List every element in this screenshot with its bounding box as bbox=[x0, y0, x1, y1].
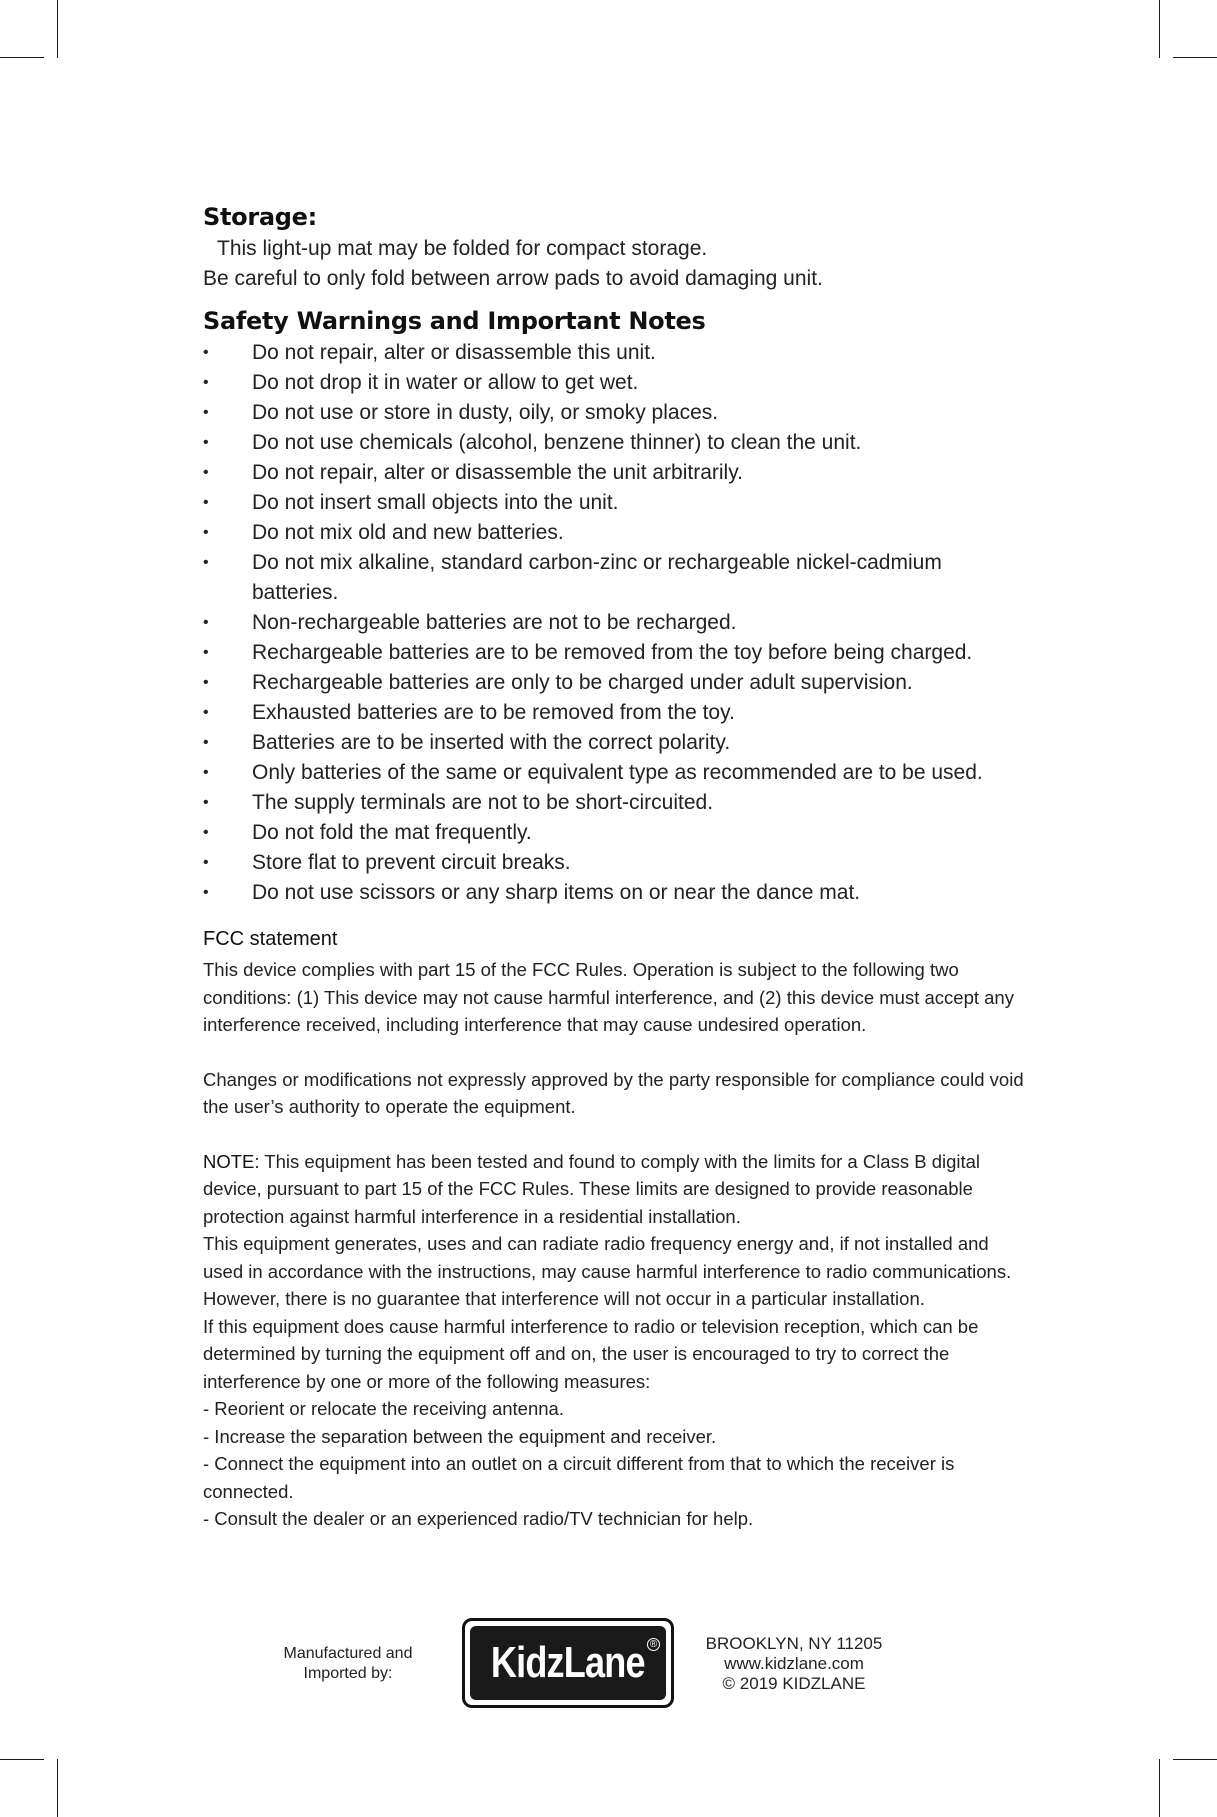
fcc-paragraph-5: If this equipment does cause harmful interference to radio or television reception, which can be determined by turning the equipment off and on, the user is encouraged to try to correct the interference by one or more of the following measures: bbox=[203, 1315, 979, 1392]
safety-list-item bbox=[203, 518, 1033, 548]
crop-mark-top-right-vertical bbox=[1159, 0, 1160, 58]
bullet-icon: • bbox=[203, 704, 209, 721]
bullet-icon: • bbox=[203, 854, 209, 871]
safety-section bbox=[203, 304, 1033, 908]
kidzlane-logo bbox=[462, 1618, 674, 1708]
registered-icon: ® bbox=[647, 1638, 660, 1651]
document-body bbox=[203, 200, 1033, 1533]
note-text: This equipment has been tested and found to comply with the limits for a Class B digital device, pursuant to part 15 of the FCC Rules. These limits are designed to provide reasonable protection against harmful interference in a residential installation. bbox=[203, 1150, 981, 1227]
safety-list-item bbox=[203, 548, 1033, 608]
fcc-measure-item: - Increase the separation between the equipment and receiver. bbox=[203, 1425, 717, 1447]
crop-mark-top-right-horizontal bbox=[1173, 57, 1217, 58]
bullet-icon: • bbox=[203, 884, 209, 901]
bullet-icon: • bbox=[203, 674, 209, 691]
safety-item-text: Rechargeable batteries are only to be charged under adult supervision. bbox=[252, 671, 913, 694]
fcc-measure-item: - Connect the equipment into an outlet on a circuit different from that to which the receiver is connected. bbox=[203, 1453, 955, 1502]
safety-item-text: Do not mix alkaline, standard carbon-zinc or rechargeable nickel-cadmium batteries. bbox=[252, 551, 942, 604]
safety-item-text: Do not use or store in dusty, oily, or smoky places. bbox=[252, 401, 719, 424]
fcc-measure-item: - Reorient or relocate the receiving antenna. bbox=[203, 1398, 564, 1419]
safety-list-item bbox=[203, 338, 1033, 368]
safety-list-item bbox=[203, 848, 1033, 878]
safety-list-item bbox=[203, 428, 1033, 458]
fcc-note-paragraph bbox=[203, 1148, 1033, 1231]
bullet-icon: • bbox=[203, 644, 209, 661]
safety-item-text: Do not repair, alter or disassemble this unit. bbox=[252, 341, 656, 364]
safety-item-text: Do not mix old and new batteries. bbox=[252, 521, 564, 544]
fcc-heading: FCC statement bbox=[203, 928, 338, 950]
bullet-icon: • bbox=[203, 524, 209, 541]
storage-section bbox=[203, 200, 1033, 294]
bullet-icon: • bbox=[203, 794, 209, 811]
company-address bbox=[700, 1634, 888, 1694]
fcc-measures-list bbox=[203, 1395, 1033, 1533]
fcc-paragraph-1: This device complies with part 15 of the FCC Rules. Operation is subject to the following two conditions: (1) This device may not cause harmful interference, and (2) this device must accept any interference received, including interference that may cause undesired operation. bbox=[203, 959, 1014, 1035]
bullet-icon: • bbox=[203, 374, 209, 391]
safety-item-text: Store flat to prevent circuit breaks. bbox=[252, 851, 571, 874]
bullet-icon: • bbox=[203, 464, 209, 481]
bullet-icon: • bbox=[203, 344, 209, 361]
storage-heading: Storage: bbox=[203, 203, 317, 231]
crop-mark-bottom-left-horizontal bbox=[0, 1759, 44, 1760]
crop-mark-bottom-right-horizontal bbox=[1173, 1759, 1217, 1760]
copyright-line: © 2019 KIDZLANE bbox=[722, 1674, 866, 1693]
safety-item-text: Do not repair, alter or disassemble the unit arbitrarily. bbox=[252, 461, 743, 484]
safety-item-text: Do not insert small objects into the unit. bbox=[252, 491, 619, 514]
logo-text: KidzLane bbox=[491, 1638, 645, 1687]
safety-list-item bbox=[203, 368, 1033, 398]
bullet-icon: • bbox=[203, 764, 209, 781]
fcc-measure-item: - Consult the dealer or an experienced radio/TV technician for help. bbox=[203, 1508, 754, 1529]
website-line: www.kidzlane.com bbox=[724, 1654, 864, 1673]
crop-mark-top-left-vertical bbox=[57, 0, 58, 58]
footer bbox=[0, 1618, 1217, 1710]
safety-item-text: Do not fold the mat frequently. bbox=[252, 821, 532, 844]
storage-line-1: This light-up mat may be folded for compact storage. bbox=[217, 237, 708, 260]
safety-list-item bbox=[203, 788, 1033, 818]
bullet-icon: • bbox=[203, 404, 209, 421]
safety-list-item bbox=[203, 488, 1033, 518]
bullet-icon: • bbox=[203, 434, 209, 451]
safety-item-text: Exhausted batteries are to be removed from the toy. bbox=[252, 701, 735, 724]
manufacturer-line-2: Imported by: bbox=[303, 1665, 393, 1682]
bullet-icon: • bbox=[203, 554, 209, 571]
safety-item-text: The supply terminals are not to be short-circuited. bbox=[252, 791, 714, 814]
safety-item-text: Do not use scissors or any sharp items on or near the dance mat. bbox=[252, 881, 861, 904]
safety-list-item bbox=[203, 608, 1033, 638]
manufacturer-label bbox=[268, 1644, 428, 1684]
safety-list bbox=[203, 338, 1033, 908]
safety-list-item bbox=[203, 458, 1033, 488]
safety-heading: Safety Warnings and Important Notes bbox=[203, 307, 706, 335]
fcc-paragraph-2: Changes or modifications not expressly approved by the party responsible for compliance could void the user’s authority to operate the equipment. bbox=[203, 1068, 1024, 1117]
safety-item-text: Batteries are to be inserted with the correct polarity. bbox=[252, 731, 731, 754]
bullet-icon: • bbox=[203, 734, 209, 751]
safety-item-text: Non-rechargeable batteries are not to be recharged. bbox=[252, 611, 737, 634]
safety-item-text: Rechargeable batteries are to be removed from the toy before being charged. bbox=[252, 641, 973, 664]
safety-list-item bbox=[203, 818, 1033, 848]
safety-list-item bbox=[203, 758, 1033, 788]
safety-list-item bbox=[203, 878, 1033, 908]
crop-mark-bottom-right-vertical bbox=[1159, 1759, 1160, 1817]
address-line: BROOKLYN, NY 11205 bbox=[705, 1634, 883, 1653]
safety-list-item bbox=[203, 698, 1033, 728]
manufacturer-line-1: Manufactured and bbox=[283, 1645, 413, 1662]
safety-list-item bbox=[203, 398, 1033, 428]
fcc-paragraph-4: This equipment generates, uses and can radiate radio frequency energy and, if not installed and used in accordance with the instructions, may cause harmful interference to radio communications. However, there is no guarantee that interference will not occur in a particular installation. bbox=[203, 1233, 1012, 1309]
note-label: NOTE: bbox=[203, 1150, 260, 1172]
safety-list-item bbox=[203, 668, 1033, 698]
storage-line-2: Be careful to only fold between arrow pads to avoid damaging unit. bbox=[203, 267, 823, 290]
crop-mark-top-left-horizontal bbox=[0, 57, 44, 58]
bullet-icon: • bbox=[203, 614, 209, 631]
safety-list-item bbox=[203, 638, 1033, 668]
safety-list-item bbox=[203, 728, 1033, 758]
safety-item-text: Do not drop it in water or allow to get wet. bbox=[252, 371, 639, 394]
fcc-section bbox=[203, 926, 1033, 1533]
safety-item-text: Only batteries of the same or equivalent type as recommended are to be used. bbox=[252, 761, 983, 784]
bullet-icon: • bbox=[203, 494, 209, 511]
safety-item-text: Do not use chemicals (alcohol, benzene thinner) to clean the unit. bbox=[252, 431, 862, 454]
bullet-icon: • bbox=[203, 824, 209, 841]
crop-mark-bottom-left-vertical bbox=[57, 1759, 58, 1817]
